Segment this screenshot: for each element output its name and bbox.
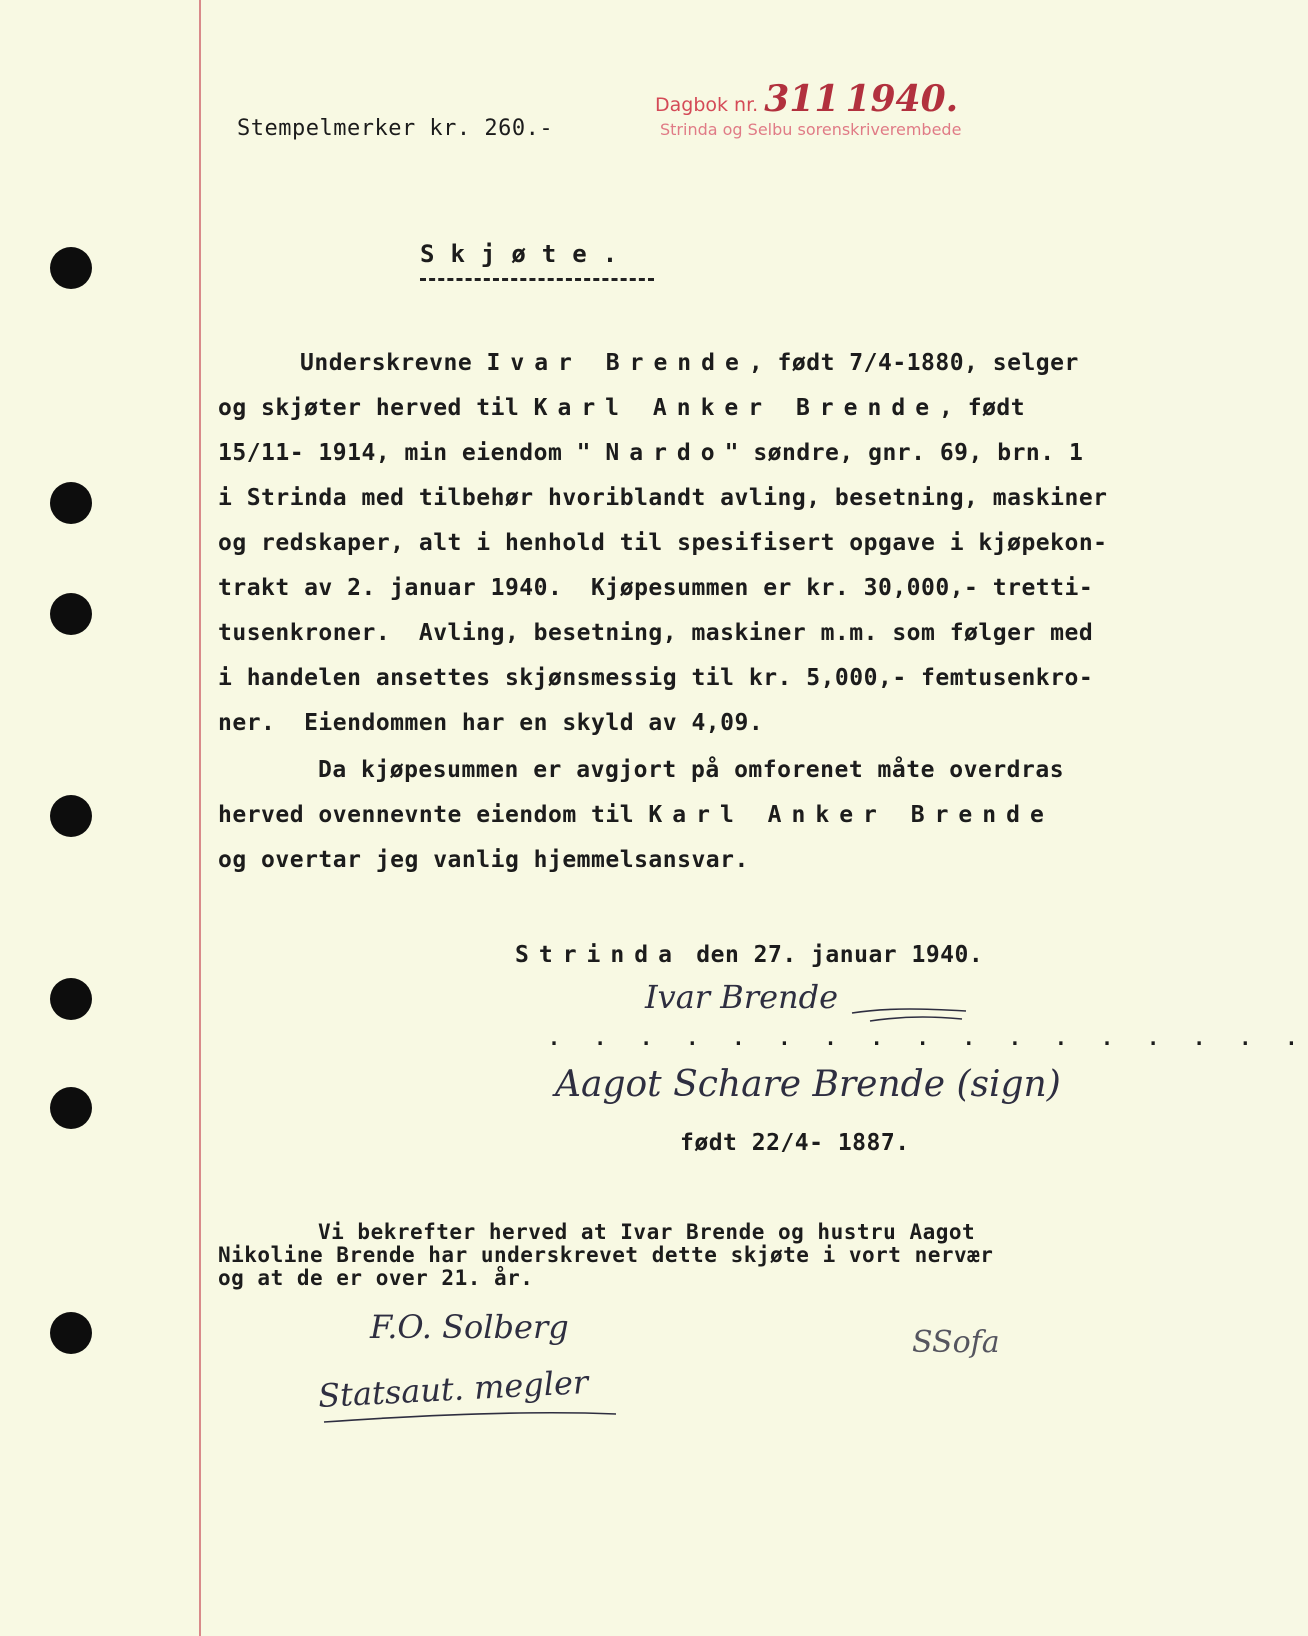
signature-flourish: [850, 1005, 970, 1025]
diary-stamp: [655, 78, 958, 120]
margin-rule: [199, 0, 201, 1636]
born-line: født 22/4- 1887.: [680, 1130, 910, 1156]
seller-signature: Ivar Brende: [645, 978, 839, 1016]
witness-line2: Nikoline Brende har underskrevet dette skjøte i vort nervær: [218, 1243, 994, 1267]
office-stamp: Strinda og Selbu sorenskriverembede: [660, 120, 962, 139]
punch-hole: [50, 593, 92, 635]
wife-signature: Aagot Schare Brende (sign): [555, 1064, 1061, 1105]
property-name: Nardo: [605, 440, 725, 466]
para1-line5: og redskaper, alt i henhold til spesifisert opgave i kjøpekon-: [218, 530, 1108, 556]
para2-line1: Da kjøpesummen er avgjort på omforenet måte overdras: [318, 757, 1065, 783]
para1-line2: og skjøter herved til Karl Anker Brende, født: [218, 395, 1026, 421]
witness-line3: og at de er over 21. år.: [218, 1266, 534, 1290]
para1-line9: ner. Eiendommen har en skyld av 4,09.: [218, 710, 764, 736]
date: den 27. januar 1940.: [681, 942, 984, 968]
punch-hole: [50, 247, 92, 289]
punch-hole: [50, 1312, 92, 1354]
witness-underline: [320, 1408, 620, 1428]
buyer-name: Karl Anker Brende: [648, 802, 1054, 828]
witness-title: Statsaut. megler: [317, 1362, 590, 1416]
seller-name: Ivar Brende: [486, 350, 749, 376]
para2-line3: og overtar jeg vanlig hjemmelsansvar.: [218, 847, 749, 873]
signature-dotted-line: . . . . . . . . . . . . . . . . .: [548, 1026, 1308, 1050]
punch-hole: [50, 482, 92, 524]
punch-hole: [50, 795, 92, 837]
para1-line8: i handelen ansettes skjønsmessig til kr. 5,000,- femtusenkro-: [218, 665, 1094, 691]
initials-signature: SSofa: [912, 1325, 1000, 1360]
punch-hole: [50, 1087, 92, 1129]
diary-year: 1940.: [845, 78, 959, 120]
para1-line3: 15/11- 1914, min eiendom " Nardo" søndre, gnr. 69, brn. 1: [218, 440, 1084, 466]
para1-line6: trakt av 2. januar 1940. Kjøpesummen er kr. 30,000,- tretti-: [218, 575, 1094, 601]
para1-line7: tusenkroner. Avling, besetning, maskiner m.m. som følger med: [218, 620, 1094, 646]
para1-line4: i Strinda med tilbehør hvoriblandt avling, besetning, maskiner: [218, 485, 1108, 511]
document-title: Skjøte.: [420, 240, 634, 268]
place-date-line: [515, 942, 983, 968]
place: Strinda: [515, 942, 682, 968]
title-underline: [420, 278, 654, 281]
para1-line1: Underskrevne Ivar Brende, født 7/4-1880, selger: [300, 350, 1079, 376]
stamp-duty-line: Stempelmerker kr. 260.-: [237, 116, 554, 141]
diary-stamp-label: Dagbok nr.: [655, 94, 765, 116]
para2-line2: herved ovennevnte eiendom til Karl Anker Brende: [218, 802, 1054, 828]
witness-signature: F.O. Solberg: [370, 1308, 569, 1346]
punch-hole: [50, 978, 92, 1020]
buyer-name: Karl Anker Brende: [533, 395, 940, 421]
witness-line1: Vi bekrefter herved at Ivar Brende og hustru Aagot: [318, 1220, 976, 1244]
diary-number: 311: [764, 78, 840, 120]
